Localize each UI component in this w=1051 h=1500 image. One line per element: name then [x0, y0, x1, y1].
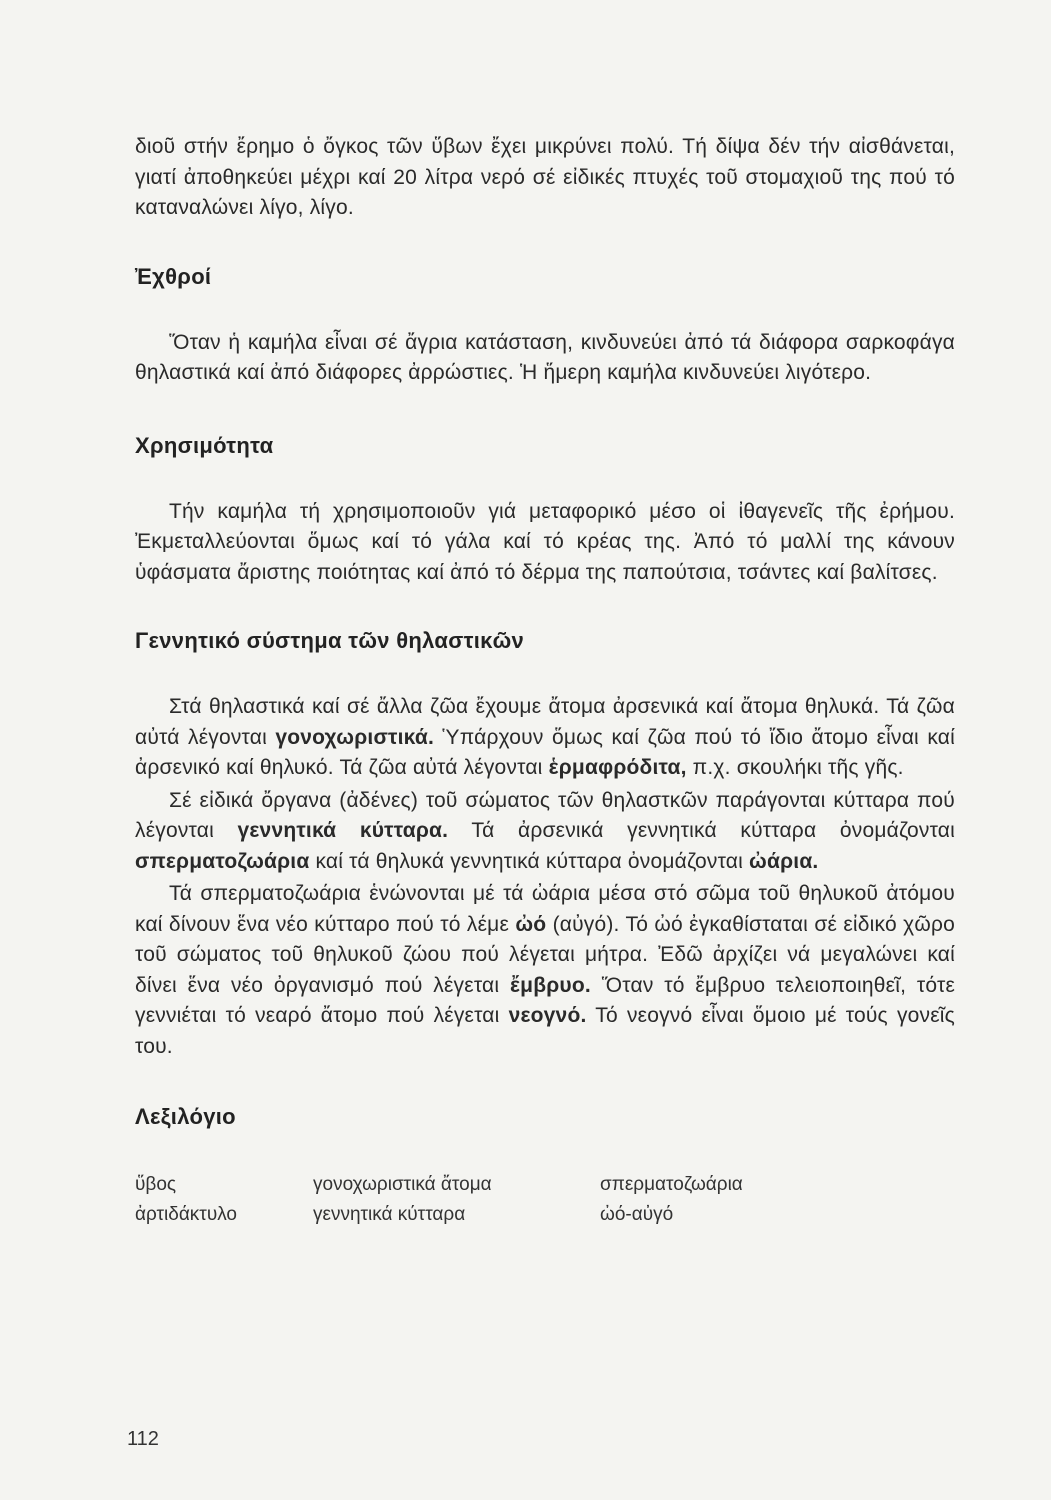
text-run: Στά θηλαστικά καί σέ ἄλλα ζῶα ἔχουμε ἄτομα ἀρσενικά καί ἄτομα θηλυκά. Τά ζῶα αὐτά λέγονται [135, 695, 955, 749]
section-heading-enemies: Ἐχθροί [135, 263, 212, 289]
section-heading-reproductive-system: Γεννητικό σύστημα τῶν θηλαστικῶν [135, 628, 525, 653]
term-embryo: ἔμβρυο. [509, 973, 591, 997]
text-run: Τά ἀρσενικά γεννητικά κύτταρα ὀνομάζονται [448, 819, 955, 842]
text-run: Σέ εἰδικά ὄργανα (ἀδένες) τοῦ σώματος τῶν θηλαστκῶν παράγονται κύτταρα πού λέγονται [135, 788, 955, 842]
text-run: (αὐγό). Τό ὠό ἐγκαθίσταται σέ εἰδικό χῶρο τοῦ σώματος τοῦ θηλυκοῦ ζώου πού λέγεται μήτρα. Ἐδῶ ἀρχίζει νά μεγαλώνει καί δίνει ἕνα νέο ὀργανισμό πού λέγεται [135, 912, 955, 997]
glossary-list [135, 1174, 955, 1226]
text-run: Ὅταν τό ἔμβρυο τελειοποιηθεῖ, τότε γεννιέται τό νεαρό ἄτομο πού λέγεται [135, 973, 956, 1027]
reproductive-paragraph-2 [135, 786, 955, 878]
section-heading-usefulness: Χρησιμότητα [135, 432, 274, 458]
glossary-term: ὠό-αὐγό [600, 1204, 674, 1225]
text-run: καί τά θηλυκά γεννητικά κύτταρα ὀνομάζονται [309, 849, 750, 873]
term-newborn: νεογνό. [508, 1004, 587, 1027]
term-gonochoristic: γονοχωριστικά. [275, 725, 434, 749]
term-spermatozoa: σπερματοζωάρια [135, 849, 310, 873]
term-reproductive-cells: γεννητικά κύτταρα. [237, 819, 449, 842]
glossary-term: ὕβος [135, 1174, 177, 1195]
glossary-term: γεννητικά κύτταρα [313, 1204, 466, 1225]
page-number: 112 [127, 1428, 159, 1450]
term-hermaphrodite: ἑρμαφρόδιτα, [548, 756, 687, 779]
intro-paragraph: διοῦ στήν ἔρημο ὁ ὄγκος τῶν ὕβων ἔχει μικρύνει πολύ. Τή δίψα δέν τήν αἰσθάνεται, γιατί ἀποθηκεύει μέχρι καί 20 λίτρα νερό σέ εἰδικές πτυχές τοῦ στομαχιοῦ της πού τό καταναλώνει λίγο, λίγο. [135, 135, 955, 219]
glossary-term: γονοχωριστικά ἄτομα [313, 1174, 492, 1195]
section-heading-glossary: Λεξιλόγιο [135, 1104, 236, 1129]
page-content [135, 132, 955, 1226]
text-run: Ὑπάρχουν ὅμως καί ζῶα πού τό ἴδιο ἄτομο εἶναι καί ἀρσενικό καί θηλυκό. Τά ζῶα αὐτά λέγονται [135, 725, 956, 779]
reproductive-paragraph-1 [135, 692, 955, 784]
term-ova: ὠάρια. [749, 849, 819, 873]
glossary-term: σπερματοζωάρια [600, 1174, 743, 1195]
usefulness-paragraph: Τήν καμήλα τή χρησιμοποιοῦν γιά μεταφορικό μέσο οἱ ἰθαγενεῖς τῆς ἐρήμου. Ἐκμεταλλεύονται ὅμως καί τό γάλα καί τό κρέας της. Ἀπό τό μαλλί της κάνουν ὑφάσματα ἄριστης ποιότητας καί ἀπό τό δέρμα της παπούτσια, τσάντες καί βαλίτσες. [135, 499, 955, 584]
enemies-paragraph: Ὅταν ἡ καμήλα εἶναι σέ ἄγρια κατάσταση, κινδυνεύει ἀπό τά διάφορα σαρκοφάγα θηλαστικά καί ἀπό διάφορες ἀρρώστιες. Ἡ ἥμερη καμήλα κινδυνεύει λιγότερο. [135, 330, 955, 384]
glossary-term: ἀρτιδάκτυλο [135, 1204, 237, 1225]
reproductive-paragraph-3 [135, 879, 955, 1062]
term-egg: ὠό [515, 912, 547, 936]
text-run: π.χ. σκουλήκι τῆς γῆς. [686, 756, 904, 779]
text-run: Τό νεογνό εἶναι ὅμοιο μέ τούς γονεῖς του. [135, 1004, 955, 1058]
text-run: Τά σπερματοζωάρια ἑνώνονται μέ τά ὠάρια μέσα στό σῶμα τοῦ θηλυκοῦ ἀτόμου καί δίνουν ἕνα νέο κύτταρο πού τό λέμε [135, 882, 955, 936]
